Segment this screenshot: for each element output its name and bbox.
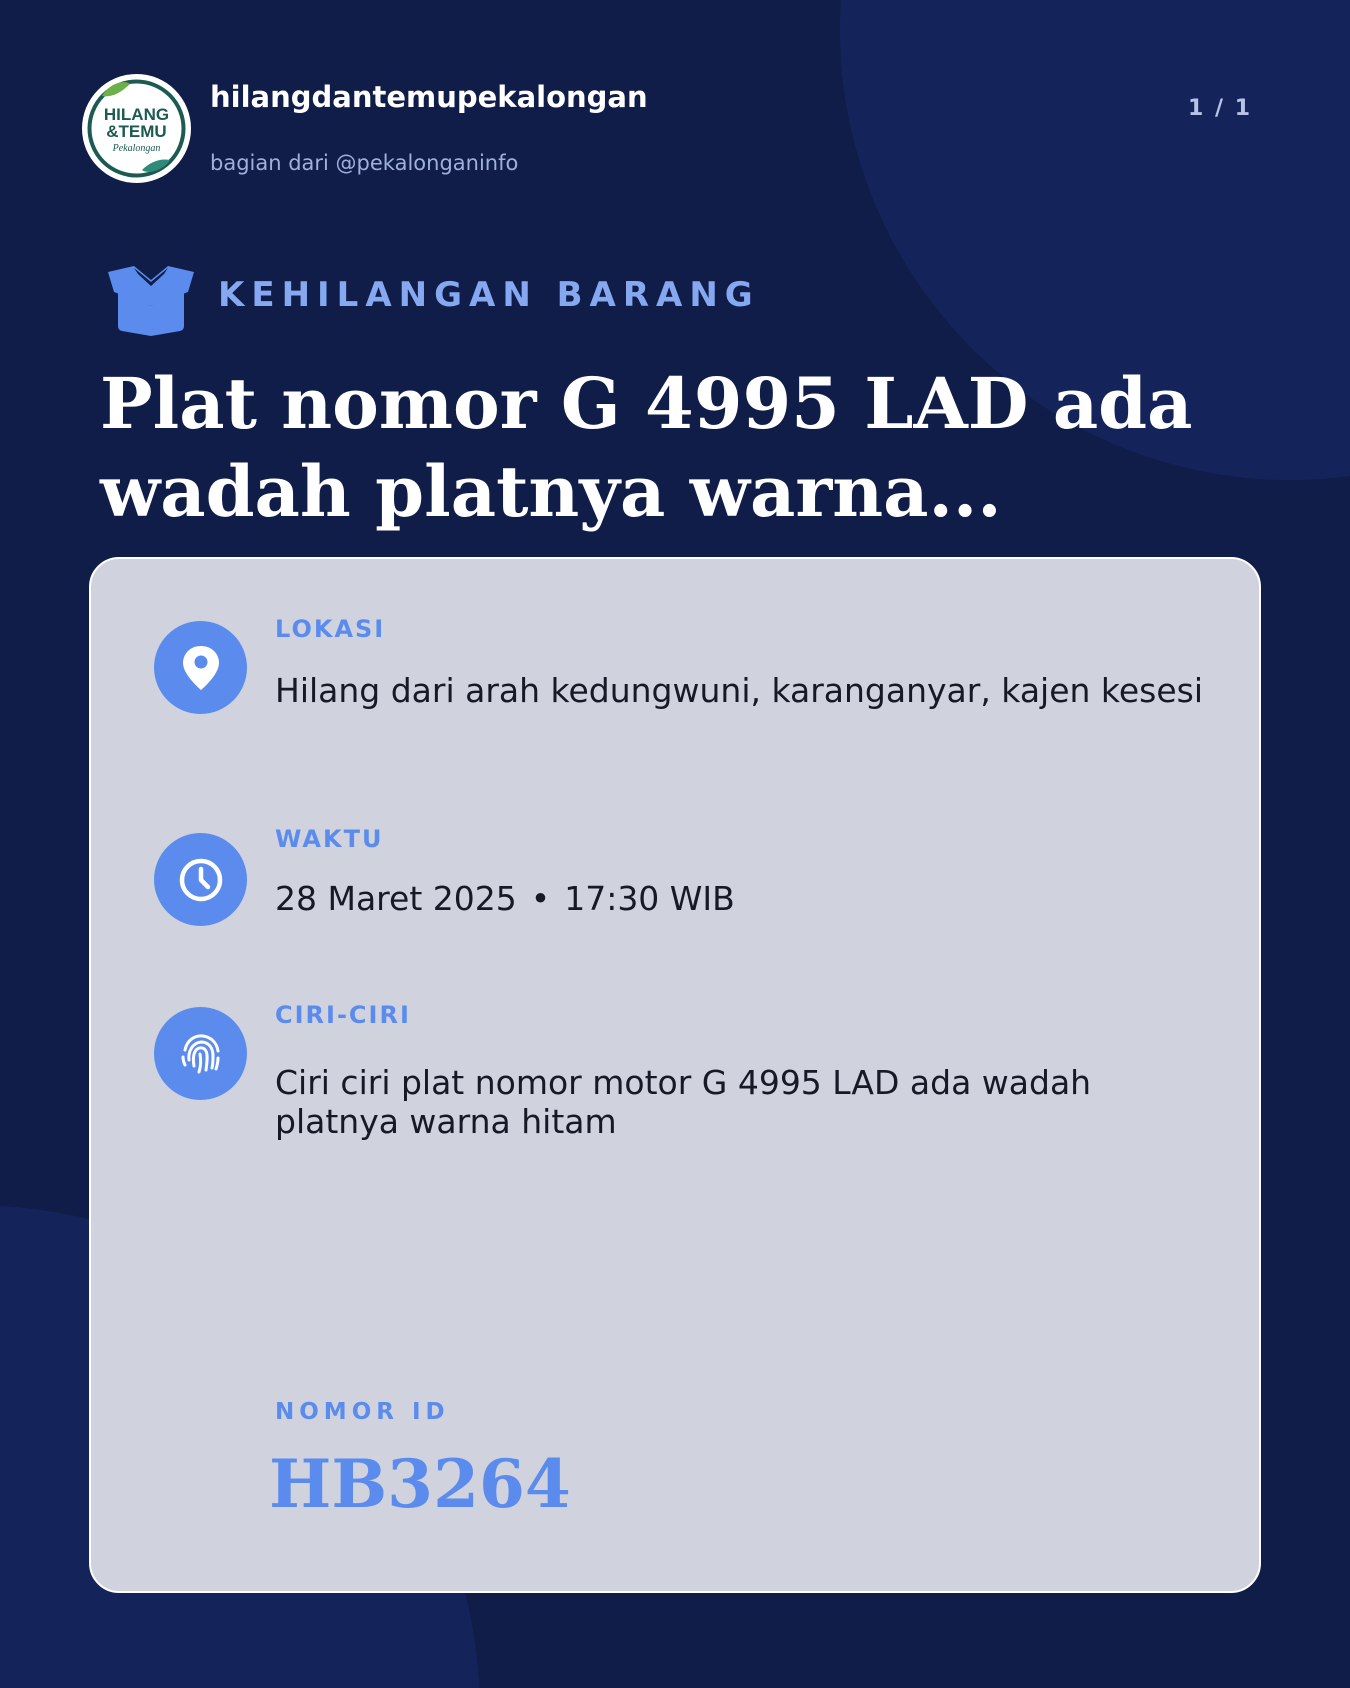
page-counter: 1 / 1: [1188, 96, 1252, 121]
logo-text-line3: Pekalongan: [112, 143, 161, 154]
logo-text-line1: HILANG: [103, 105, 170, 124]
map-pin-icon: [181, 644, 221, 692]
account-subtitle: bagian dari @pekalonganinfo: [210, 151, 519, 175]
location-value: Hilang dari arah kedungwuni, karanganyar, kajen kesesi: [275, 671, 1204, 710]
logo-text-line2: &TEMU: [106, 122, 167, 141]
clock-icon: [178, 857, 224, 903]
account-logo[interactable]: [82, 74, 191, 183]
category-label: KEHILANGAN BARANG: [218, 275, 760, 315]
traits-value: Ciri ciri plat nomor motor G 4995 LAD ada wadah platnya warna hitam: [275, 1063, 1092, 1141]
time-separator: •: [530, 879, 551, 918]
location-label: LOKASI: [275, 615, 386, 643]
time-label: WAKTU: [275, 825, 384, 853]
box-icon: [104, 266, 198, 340]
hilang-temu-logo-icon: [82, 74, 191, 183]
time-date: 28 Maret 2025: [275, 879, 517, 918]
time-value: [275, 879, 1205, 918]
traits-icon-circle: [154, 1007, 247, 1100]
time-icon-circle: [154, 833, 247, 926]
location-icon-circle: [154, 621, 247, 714]
page-title: Plat nomor G 4995 LAD ada wadah platnya warna...: [100, 362, 1193, 533]
time-clock: 17:30 WIB: [564, 879, 735, 918]
id-label: NOMOR ID: [275, 1399, 450, 1425]
id-value: HB3264: [269, 1445, 571, 1523]
traits-label: CIRI-CIRI: [275, 1001, 411, 1029]
account-name[interactable]: hilangdantemupekalongan: [210, 80, 648, 114]
fingerprint-icon: [177, 1030, 225, 1078]
info-card: [89, 557, 1261, 1593]
